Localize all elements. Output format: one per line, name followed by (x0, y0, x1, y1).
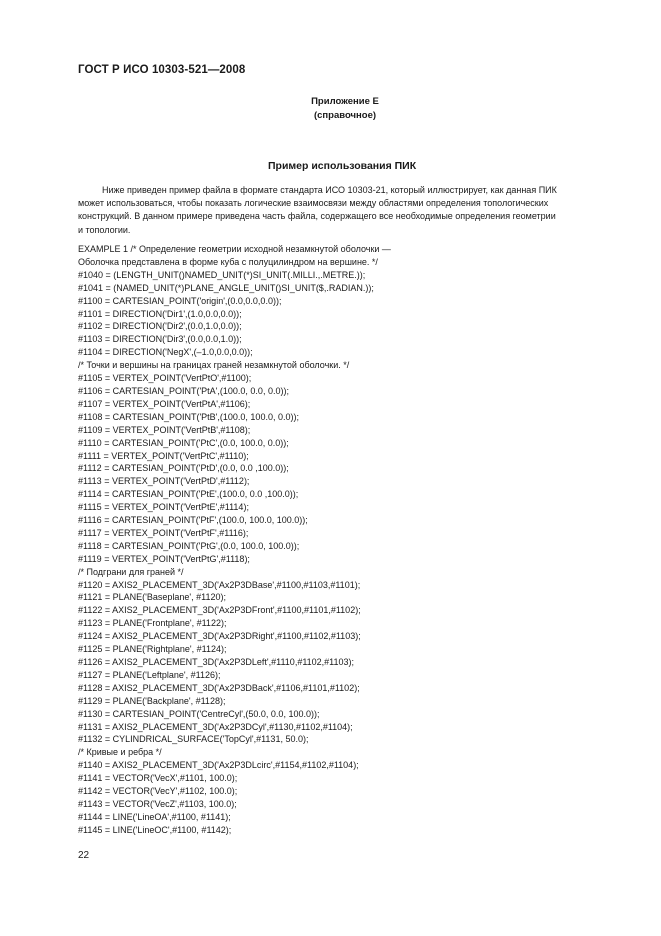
code-line: #1112 = CARTESIAN_POINT('PtD',(0.0, 0.0 ,100.0)); (78, 463, 289, 474)
code-line: #1120 = AXIS2_PLACEMENT_3D('Ax2P3DBase',#1100,#1103,#1101); (78, 579, 361, 590)
code-line: #1131 = AXIS2_PLACEMENT_3D('Ax2P3DCyl',#1130,#1102,#1104); (78, 721, 353, 732)
intro-paragraph (78, 184, 590, 237)
code-line: #1100 = CARTESIAN_POINT('origin',(0.0,0.0,0.0)); (78, 295, 282, 306)
intro-line: может использоваться, чтобы показать логические взаимосвязи между областями определения топологических (78, 198, 549, 209)
code-line: #1040 = (LENGTH_UNIT()NAMED_UNIT(*)SI_UNIT(.MILLI.,.METRE.)); (78, 269, 366, 280)
annex-label: Приложение Е (311, 96, 379, 107)
code-line: #1145 = LINE('LineOC',#1100, #1142); (78, 824, 232, 835)
code-line: #1140 = AXIS2_PLACEMENT_3D('Ax2P3DLcirc',#1154,#1102,#1104); (78, 760, 359, 771)
code-line: #1116 = CARTESIAN_POINT('PtF',(100.0, 100.0, 100.0)); (78, 515, 308, 526)
code-line: #1128 = AXIS2_PLACEMENT_3D('Ax2P3DBack',#1106,#1101,#1102); (78, 682, 360, 693)
code-line: #1123 = PLANE('Frontplane', #1122); (78, 618, 227, 629)
code-line: #1143 = VECTOR('VecZ',#1103, 100.0); (78, 798, 237, 809)
code-line: #1106 = CARTESIAN_POINT('PtA',(100.0, 0.0, 0.0)); (78, 385, 289, 396)
code-line: #1107 = VERTEX_POINT('VertPtA',#1106); (78, 398, 251, 409)
code-line: #1117 = VERTEX_POINT('VertPtF',#1116); (78, 527, 249, 538)
code-line: #1121 = PLANE('Baseplane', #1120); (78, 592, 226, 603)
code-line: #1111 = VERTEX_POINT('VertPtC',#1110); (78, 450, 249, 461)
code-line: #1114 = CARTESIAN_POINT('PtE',(100.0, 0.0 ,100.0)); (78, 489, 299, 500)
code-line: #1127 = PLANE('Leftplane', #1126); (78, 669, 221, 680)
code-line: #1115 = VERTEX_POINT('VertPtE',#1114); (78, 502, 249, 513)
code-line: #1122 = AXIS2_PLACEMENT_3D('Ax2P3DFront',#1100,#1101,#1102); (78, 605, 361, 616)
code-line: #1132 = CYLINDRICAL_SURFACE('TopCyl',#1131, 50.0); (78, 734, 309, 745)
code-line: #1124 = AXIS2_PLACEMENT_3D('Ax2P3DRight',#1100,#1102,#1103); (78, 631, 361, 642)
intro-line: Ниже приведен пример файла в формате стандарта ИСО 10303-21, который иллюстрирует, как данная ПИК (102, 185, 557, 195)
code-line: #1041 = (NAMED_UNIT(*)PLANE_ANGLE_UNIT()SI_UNIT($,.RADIAN.)); (78, 282, 374, 293)
section-title: Пример использования ПИК (268, 160, 417, 172)
document-header: ГОСТ Р ИСО 10303-521—2008 (78, 64, 246, 76)
page-number: 22 (78, 850, 90, 861)
code-line: /* Точки и вершины на границах граней незамкнутой оболочки. */ (78, 360, 350, 371)
code-listing (78, 243, 391, 837)
code-line: #1103 = DIRECTION('Dir3',(0.0,0.0,1.0)); (78, 334, 242, 345)
code-line: /* Кривые и ребра */ (78, 747, 162, 758)
code-line: #1144 = LINE('LineOA',#1100, #1141); (78, 811, 231, 822)
code-line: #1125 = PLANE('Rightplane', #1124); (78, 644, 227, 655)
code-line: #1104 = DIRECTION('NegX',(–1.0,0.0,0.0)); (78, 347, 253, 358)
code-line: #1101 = DIRECTION('Dir1',(1.0,0.0,0.0)); (78, 308, 242, 319)
code-line: #1119 = VERTEX_POINT('VertPtG',#1118); (78, 553, 250, 564)
code-line: #1130 = CARTESIAN_POINT('CentreCyl',(50.0, 0.0, 100.0)); (78, 708, 320, 719)
code-line: #1142 = VECTOR('VecY',#1102, 100.0); (78, 786, 238, 797)
intro-line: и топологии. (78, 224, 131, 235)
code-line: /* Подграни для граней */ (78, 566, 184, 577)
code-line: #1109 = VERTEX_POINT('VertPtB',#1108); (78, 424, 251, 435)
annex-kind: (справочное) (313, 110, 377, 121)
code-line: #1108 = CARTESIAN_POINT('PtB',(100.0, 100.0, 0.0)); (78, 411, 299, 422)
code-line: #1129 = PLANE('Backplane', #1128); (78, 695, 226, 706)
code-line: EXAMPLE 1 /* Определение геометрии исходной незамкнутой оболочки — (78, 244, 391, 254)
code-line: #1110 = CARTESIAN_POINT('PtC',(0.0, 100.0, 0.0)); (78, 437, 289, 448)
code-line: #1102 = DIRECTION('Dir2',(0.0,1.0,0.0)); (78, 321, 242, 332)
code-line: Оболочка представлена в форме куба с полуцилиндром на вершине. */ (78, 256, 378, 267)
code-line: #1141 = VECTOR('VecX',#1101, 100.0); (78, 773, 238, 784)
code-line: #1118 = CARTESIAN_POINT('PtG',(0.0, 100.0, 100.0)); (78, 540, 300, 551)
intro-line: конструкций. В данном примере приведена часть файла, содержащего все необходимые определения геометрии (78, 211, 556, 222)
code-line: #1126 = AXIS2_PLACEMENT_3D('Ax2P3DLeft',#1110,#1102,#1103); (78, 657, 355, 667)
code-line: #1113 = VERTEX_POINT('VertPtD',#1112); (78, 476, 250, 487)
code-line: #1105 = VERTEX_POINT('VertPtO',#1100); (78, 373, 252, 384)
